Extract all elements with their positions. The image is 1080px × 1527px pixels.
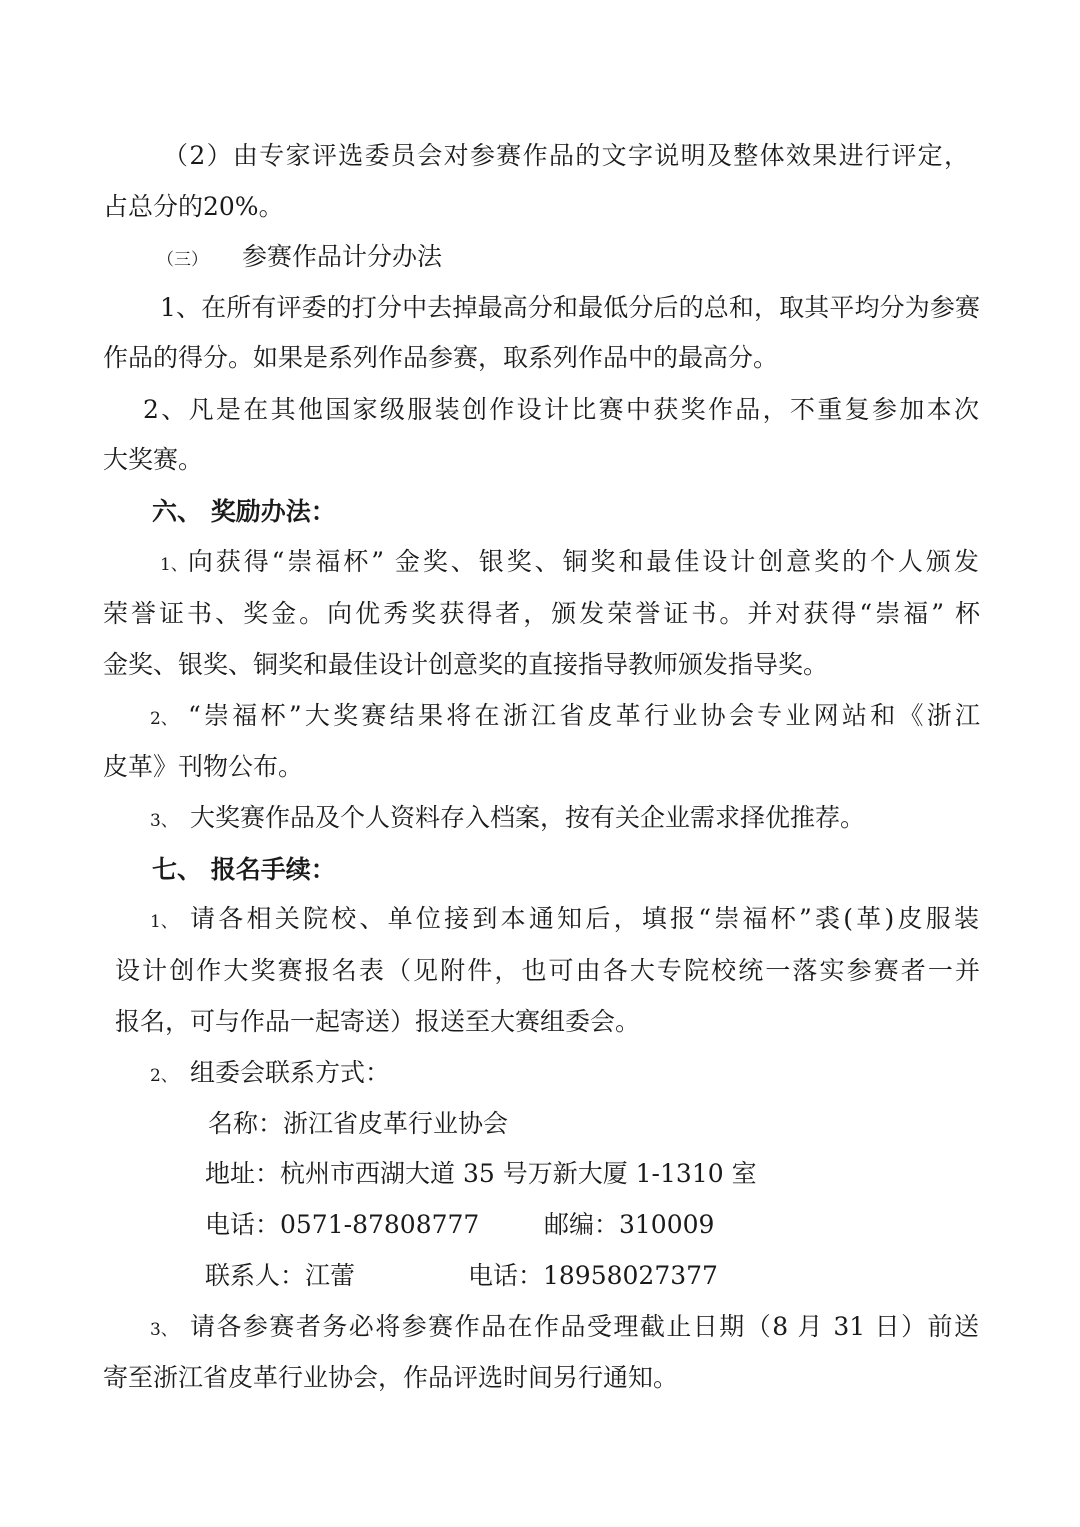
paragraph-line — [150, 1311, 979, 1346]
paragraph-line: 金奖、银奖、铜奖和最佳设计创意奖的直接指导教师颁发指导奖。 — [103, 650, 829, 679]
paragraph-line: 占总分的20%。 — [103, 192, 284, 221]
paragraph-line: 报名，可与作品一起寄送）报送至大赛组委会。 — [115, 1007, 641, 1036]
paragraph-line: （2）由专家评选委员会对参赛作品的文字说明及整体效果进行评定， — [163, 141, 969, 170]
paragraph-line: 1、在所有评委的打分中去掉最高分和最低分后的总和，取其平均分为参赛 — [160, 293, 980, 322]
contact-postcode: 邮编：310009 — [544, 1210, 715, 1239]
subsection-number: （三） — [157, 250, 208, 270]
contact-name: 名称：浙江省皮革行业协会 — [208, 1109, 509, 1138]
paragraph-line: 皮革》刊物公布。 — [103, 752, 304, 781]
section-heading: 七、 报名手续： — [152, 855, 336, 884]
paragraph-line: 寄至浙江省皮革行业协会，作品评选时间另行通知。 — [103, 1363, 679, 1392]
item-text: “崇福杯”大奖赛结果将在浙江省皮革行业协会专业网站和《浙江 — [188, 701, 980, 730]
item-text: 向获得“崇福杯” 金奖、银奖、铜奖和最佳设计创意奖的个人颁发 — [187, 547, 979, 576]
paragraph-line — [150, 1057, 390, 1092]
item-number: 1、 — [150, 912, 178, 932]
item-text: 请各相关院校、单位接到本通知后，填报“崇福杯”裘(革)皮服装 — [190, 904, 979, 933]
contact-person-phone: 电话：18958027377 — [468, 1261, 718, 1290]
item-number: 1、 — [160, 555, 188, 575]
item-text: 请各参赛者务必将参赛作品在作品受理截止日期（8 月 31 日）前送 — [190, 1312, 979, 1341]
paragraph-line — [150, 903, 979, 938]
paragraph-line: 作品的得分。如果是系列作品参赛，取系列作品中的最高分。 — [103, 343, 779, 372]
section-heading: 六、 奖励办法： — [152, 497, 336, 526]
paragraph-line — [150, 700, 980, 735]
contact-address: 地址：杭州市西湖大道 35 号万新大厦 1-1310 室 — [205, 1159, 757, 1188]
contact-phone: 电话：0571-87808777 — [205, 1210, 480, 1239]
item-number: 3、 — [150, 1320, 178, 1340]
paragraph-line: 设计创作大奖赛报名表（见附件，也可由各大专院校统一落实参赛者一并 — [115, 956, 980, 985]
paragraph-line: 大奖赛。 — [103, 445, 204, 474]
item-number: 2、 — [150, 709, 178, 729]
subsection-heading — [157, 241, 442, 276]
contact-person: 联系人：江蕾 — [205, 1261, 356, 1290]
paragraph-line — [150, 802, 865, 837]
item-number: 2、 — [150, 1066, 178, 1086]
paragraph-line: 2、凡是在其他国家级服装创作设计比赛中获奖作品，不重复参加本次 — [143, 395, 979, 424]
item-text: 组委会联系方式： — [190, 1058, 391, 1087]
paragraph-line: 荣誉证书、奖金。向优秀奖获得者，颁发荣誉证书。并对获得“崇福” 杯 — [103, 599, 980, 628]
item-number: 3、 — [150, 811, 178, 831]
subsection-title: 参赛作品计分办法 — [241, 242, 442, 271]
paragraph-line — [160, 546, 980, 581]
item-text: 大奖赛作品及个人资料存入档案，按有关企业需求择优推荐。 — [190, 803, 866, 832]
